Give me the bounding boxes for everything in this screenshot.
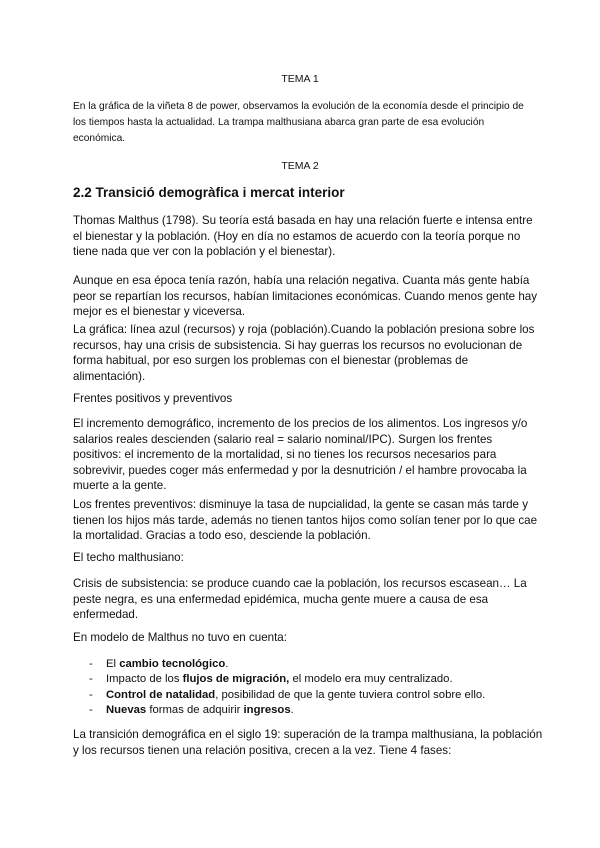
list-dash: -	[89, 688, 93, 701]
list-text: , posibilidad de que la gente tuviera control sobre ello.	[215, 688, 486, 701]
list-bold-text: Control de natalidad	[106, 688, 216, 701]
list-dash: -	[89, 703, 93, 716]
list-bold-text: Nuevas	[106, 703, 147, 716]
malthus-omissions-list	[73, 657, 543, 718]
list-text: formas de adquirir	[146, 703, 244, 716]
list-item	[73, 703, 543, 718]
list-bold-text: ingresos	[243, 703, 291, 716]
paragraph-transicion: La transición demográfica en el siglo 19: superación de la trampa malthusiana, la población y los recursos tienen una relación positiva, crecen a la vez. Tiene 4 fases:	[73, 728, 543, 757]
list-dash: -	[89, 673, 93, 686]
paragraph-frentes-title: Frentes positivos y preventivos	[73, 392, 233, 405]
list-item	[73, 657, 543, 672]
tema2-heading: TEMA 2	[281, 160, 319, 172]
list-text: .	[290, 703, 294, 716]
paragraph-malthus: Thomas Malthus (1798). Su teoría está basada en hay una relación fuerte e intensa entre el bienestar y la población. (Hoy en día no estamos de acuerdo con la teoría porque no tiene nada que ver con la población y el bienestar).	[73, 214, 533, 258]
list-text: .	[225, 658, 229, 670]
section-title: 2.2 Transició demogràfica i mercat interior	[73, 185, 345, 200]
list-text: El	[106, 658, 120, 670]
paragraph-modelo: En modelo de Malthus no tuvo en cuenta:	[73, 631, 287, 644]
paragraph-grafica: La gráfica: línea azul (recursos) y roja (población).Cuando la población presiona sobre los recursos, hay una crisis de subsistencia. Si hay guerras los recursos no evolucionan de forma habitual, por eso surgen los problemas con el bienestar (problemas de alimentación).	[73, 323, 535, 383]
list-text: Impacto de los	[106, 673, 183, 686]
list-bold-text: flujos de migración,	[182, 673, 290, 686]
list-text: el modelo era muy centralizado.	[289, 673, 453, 686]
paragraph-incremento: El incremento demográfico, incremento de los precios de los alimentos. Los ingresos y/o salarios reales descienden (salario real = salario nominal/IPC). Surgen los frentes positivos: el incremento de la mortalidad, si no tienes los recursos necesarios para sobrevivir, puedes coger más enfermedad y por la desnutrición / el hambre provocaba la muerte a la gente.	[73, 417, 528, 492]
tema1-heading: TEMA 1	[281, 73, 319, 85]
paragraph-crisis: Crisis de subsistencia: se produce cuando cae la población, los recursos escasean… La peste negra, es una enfermedad epidémica, mucha gente muere a causa de esa enfermedad.	[73, 577, 527, 621]
list-bold-text: cambio tecnológico	[119, 658, 226, 670]
list-dash: -	[89, 658, 93, 670]
tema1-paragraph: En la gráfica de la viñeta 8 de power, observamos la evolución de la economía desde el principio de los tiempos hasta la actualidad. La trampa malthusiana abarca gran parte de esa evolución económica.	[73, 101, 524, 144]
paragraph-epoca: Aunque en esa época tenía razón, había una relación negativa. Cuanta más gente había peor se repartían los recursos, habían limitaciones económicas. Cuando menos gente hay mejor es el bienestar y viceversa.	[73, 274, 538, 318]
list-item	[73, 672, 543, 687]
list-item	[73, 688, 543, 703]
paragraph-preventivos: Los frentes preventivos: disminuye la tasa de nupcialidad, la gente se casan más tarde y tienen los hijos más tarde, además no tienen tantos hijos como solían tener por lo que cae la mortalidad. Gracias a todo eso, desciende la población.	[73, 498, 538, 542]
paragraph-techo: El techo malthusiano:	[73, 551, 184, 564]
